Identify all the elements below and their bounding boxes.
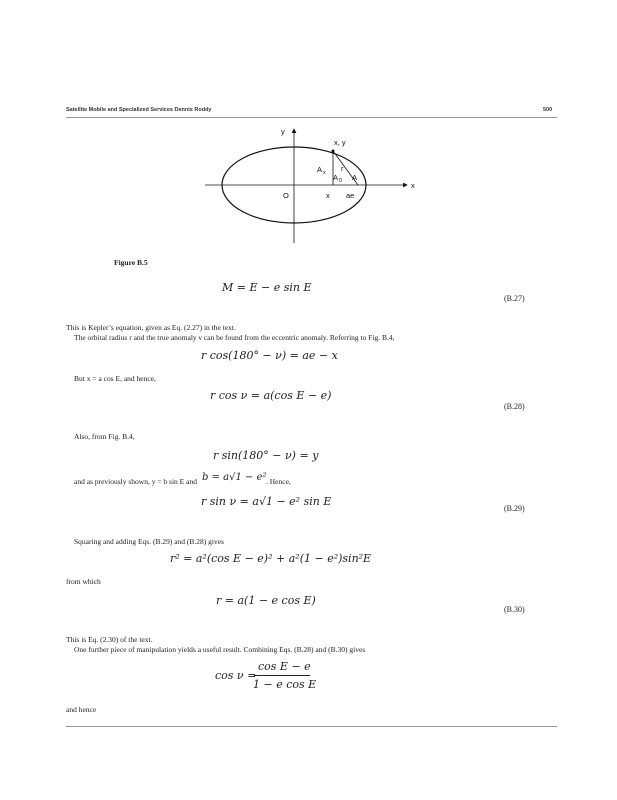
equation-b28: r cos ν = a(cos E − e) xyxy=(210,389,332,402)
equation-b-definition: b = a√1 − e² xyxy=(202,472,267,483)
equation-number-b28: (B.28) xyxy=(504,402,525,411)
a-label: A xyxy=(352,173,358,182)
equation-cos-nu-lhs: cos ν = xyxy=(215,669,257,682)
equation-b27: M = E − e sin E xyxy=(222,281,312,294)
page-number: 500 xyxy=(543,107,553,113)
paragraph-9: One further piece of manipulation yields a useful result. Combining Eqs. (B.28) and (B.30) gives xyxy=(74,645,366,654)
running-header: Satellite Mobile and Specialized Services Dennis Roddy xyxy=(66,107,212,113)
equation-number-b29: (B.29) xyxy=(504,504,525,513)
figure-caption: Figure B.5 xyxy=(114,258,148,267)
y-axis-label: y xyxy=(281,127,285,136)
paragraph-5b: . Hence, xyxy=(266,477,291,486)
equation-b29: r sin ν = a√1 − e² sin E xyxy=(201,495,332,508)
r-label: r xyxy=(341,164,344,173)
x-axis-label: x xyxy=(411,181,415,190)
fraction-bar xyxy=(254,675,310,676)
ae-label: ae xyxy=(346,191,355,200)
footer-rule xyxy=(66,726,557,727)
paragraph-2: The orbital radius r and the true anomaly ν can be found from the eccentric anomaly. Referring to Fig. B.4, xyxy=(74,333,395,342)
ax-subscript: x xyxy=(323,170,326,176)
x-foot-label: x xyxy=(326,191,330,200)
paragraph-3: But x = a cos E, and hence, xyxy=(74,374,156,383)
ellipse-figure xyxy=(195,125,425,245)
equation-cos-nu-denominator: 1 − e cos E xyxy=(253,678,317,691)
a0-subscript: 0 xyxy=(339,178,343,184)
ax-label: A xyxy=(317,165,323,174)
equation-number-b27: (B.27) xyxy=(504,294,525,303)
equation-number-b30: (B.30) xyxy=(504,605,525,614)
equation-squared: r² = a²(cos E − e)² + a²(1 − e²)sin²E xyxy=(170,552,372,565)
paragraph-6: Squaring and adding Eqs. (B.29) and (B.28) gives xyxy=(74,537,224,546)
equation-r-cos180: r cos(180° − ν) = ae − x xyxy=(201,349,338,362)
paragraph-5a: and as previously shown, y = b sin E and xyxy=(74,477,197,486)
equation-r-sin180: r sin(180° − ν) = y xyxy=(213,449,319,462)
paragraph-1: This is Kepler’s equation, given as Eq. (2.27) in the text. xyxy=(66,323,236,332)
point-label: x, y xyxy=(334,138,346,147)
paragraph-7: from which xyxy=(66,577,101,586)
paragraph-4: Also, from Fig. B.4, xyxy=(74,432,135,441)
a0-label: A xyxy=(333,173,339,182)
equation-b30: r = a(1 − e cos E) xyxy=(216,594,316,607)
origin-label: O xyxy=(283,191,289,200)
paragraph-10: and hence xyxy=(66,705,97,714)
paragraph-8: This is Eq. (2.30) of the text. xyxy=(66,635,153,644)
equation-cos-nu-numerator: cos E − e xyxy=(258,660,311,673)
satellite-point xyxy=(332,150,335,153)
header-rule xyxy=(66,117,557,118)
